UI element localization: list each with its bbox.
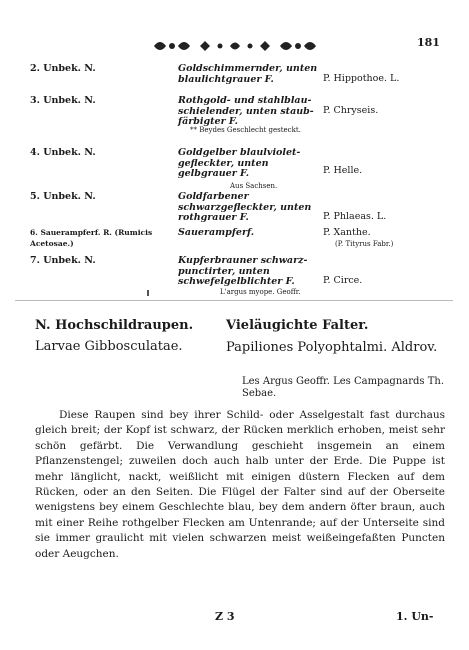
body-paragraph: Diese Raupen sind bey ihrer Schild- oder Asselgestalt fast durchaus gleich breit; der Kopf ist schwarz, der Rücken merklich erhoben, meist sehr schön gefärbt. Die Verwandlung geschieht insgemein an einem Pflanzenstengel; zuweilen doch auch halb unter der Erde. Die Puppe ist mehr länglicht, nackt, weißlicht mit einigen düstern Flecken auf dem Rücken, oder an den Seiten. Die Flügel der Falter sind auf der Oberseite wenigstens bey einem Geschlechte blau, bey dem andern öfter braun, auch mit einer Reihe rothgelber Flecken am Untenrande; auf der Unterseite sind sie immer graulicht mit vielen schwarzen meist weißeingefaßten Puncten oder Aeugchen. — [35, 409, 445, 560]
entry-row — [30, 192, 445, 228]
entry-species: P. Chryseis. — [323, 105, 379, 116]
entry-number: 5. Unbek. N. — [30, 191, 96, 202]
entry-description: Goldgelber blaulviolet-gefleckter, unten gelbgrauer F. — [178, 147, 301, 179]
page-number: 181 — [417, 36, 440, 49]
signature-mark: Z 3 — [215, 610, 235, 623]
entry-note: ** Beydes Geschlecht gesteckt. — [190, 126, 301, 134]
entry-description: Kupferbrauner schwarz-punctirter, unten schwefelgelblichter F. — [178, 255, 308, 287]
entry-species: P. Xanthe. — [323, 227, 371, 238]
section-subtitle-left: Larvae Gibbosculatae. — [35, 339, 183, 354]
entry-row — [30, 228, 445, 254]
section-title-right: Vieläugichte Falter. — [226, 318, 369, 333]
entry-number: 3. Unbek. N. — [30, 95, 96, 106]
section-divider — [15, 300, 453, 301]
divider-mark — [147, 290, 149, 296]
entry-description: Goldschimmernder, unten blaulichtgrauer F. — [178, 63, 318, 85]
entry-species: P. Phlaeas. L. — [323, 211, 387, 222]
catchword: 1. Un- — [396, 610, 434, 623]
entry-row — [30, 256, 445, 302]
entry-number: 2. Unbek. N. — [30, 63, 96, 74]
entry-description: Rothgold- und stahlblau-schielender, unten staub-färbigter F. — [178, 95, 314, 127]
entry-description: Sauerampferf. — [178, 227, 255, 238]
entry-number: 6. Sauerampferf. R. (Rumicis Acetosae.) — [30, 228, 153, 248]
ornament-icon — [150, 38, 320, 54]
entry-species: P. Hippothoe. L. — [323, 73, 400, 84]
entry-row — [30, 148, 445, 194]
entry-row — [30, 64, 445, 90]
entry-number: 7. Unbek. N. — [30, 255, 96, 266]
entry-row — [30, 96, 445, 144]
section-subtitle-right: Papiliones Polyophtalmi. Aldrov. — [226, 340, 438, 355]
entry-note: L'argus myope. Geoffr. — [220, 288, 301, 296]
entry-note: Aus Sachsen. — [230, 182, 278, 190]
entry-species: P. Circe. — [323, 275, 363, 286]
section-title-left: N. Hochschildraupen. — [35, 318, 194, 333]
entry-number: 4. Unbek. N. — [30, 147, 96, 158]
entry-species: P. Helle. — [323, 165, 363, 176]
entry-note: (P. Tityrus Fabr.) — [335, 240, 394, 248]
section-note-right: Les Argus Geoffr. Les Campagnards Th. Sebae. — [242, 376, 445, 399]
entry-description: Goldfarbener schwarzgefleckter, unten rothgrauer F. — [178, 191, 312, 223]
